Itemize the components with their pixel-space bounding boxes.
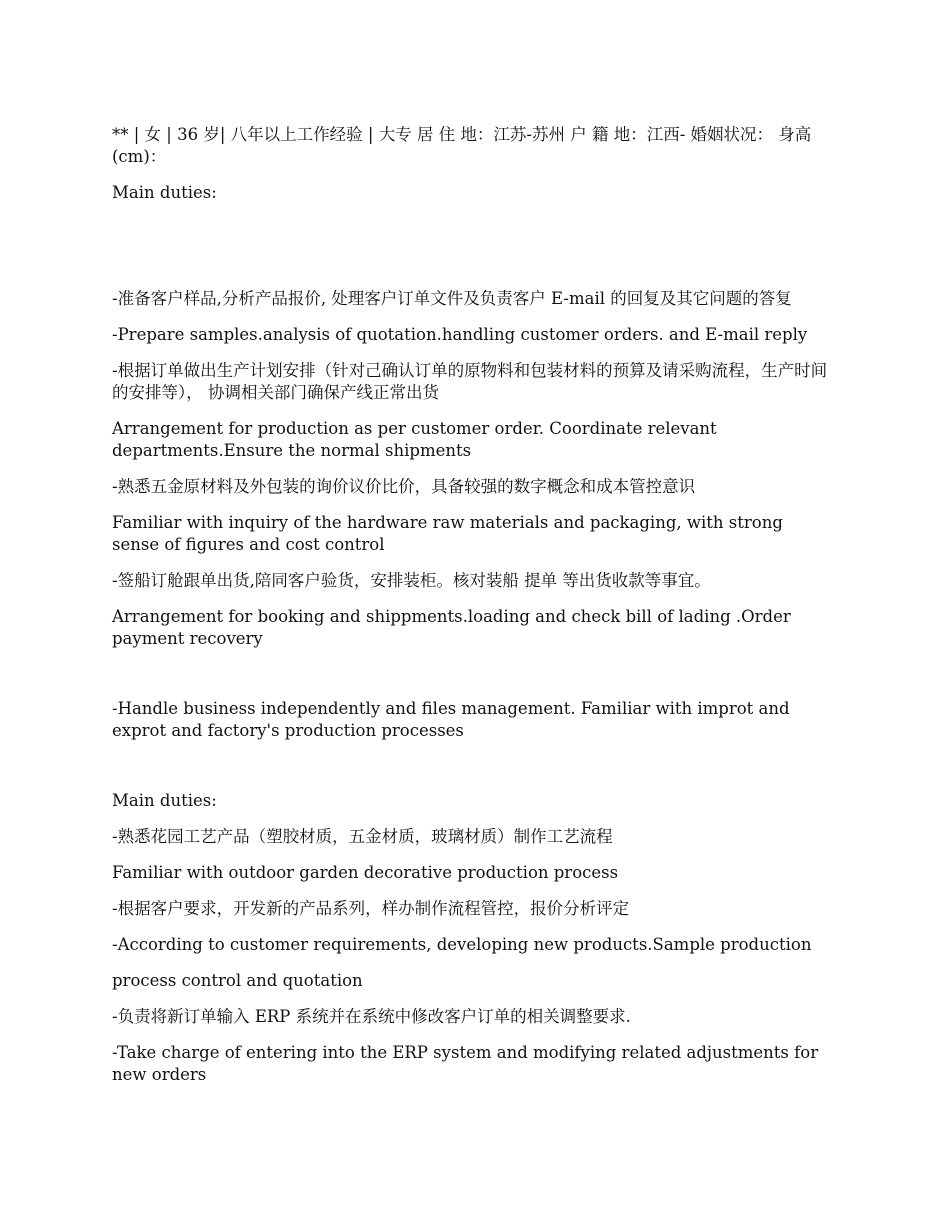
duty-paragraph: Familiar with inquiry of the hardware raw materials and packaging, with strong sense of figures and cost control	[112, 513, 783, 554]
duty-paragraph: -Prepare samples.analysis of quotation.handling customer orders. and E-mail reply	[112, 325, 808, 344]
duty-paragraph: -熟悉五金原材料及外包装的询价议价比价，具备较强的数字概念和成本管控意识	[112, 477, 696, 496]
duty-paragraph: -根据客户要求，开发新的产品系列，样办制作流程管控，报价分析评定	[112, 899, 630, 918]
duty-paragraph: -负责将新订单输入 ERP 系统并在系统中修改客户订单的相关调整要求.	[112, 1007, 631, 1026]
duty-paragraph: -熟悉花园工艺产品（塑胶材质，五金材质，玻璃材质）制作工艺流程	[112, 827, 613, 846]
resume-content	[112, 124, 834, 1100]
section1-heading: Main duties:	[112, 183, 217, 202]
duty-paragraph: Arrangement for production as per customer order. Coordinate relevant departments.Ensure the normal shipments	[112, 419, 717, 460]
duty-paragraph: -Take charge of entering into the ERP system and modifying related adjustments for new orders	[112, 1043, 819, 1084]
duty-paragraph: -根据订单做出生产计划安排（针对己确认订单的原物料和包装材料的预算及请采购流程，生产时间的安排等）， 协调相关部门确保产线正常出货	[112, 361, 828, 402]
personal-info-line: ** | 女 | 36 岁| 八年以上工作经验 | 大专 居 住 地：江苏-苏州 户 籍 地：江西- 婚姻状况： 身高(cm)：	[112, 125, 812, 166]
section2-heading: Main duties:	[112, 791, 217, 810]
duty-paragraph: -According to customer requirements, developing new products.Sample production	[112, 935, 812, 954]
duty-paragraph: -准备客户样品,分析产品报价, 处理客户订单文件及负责客户 E-mail 的回复及其它问题的答复	[112, 289, 792, 308]
duty-paragraph: -签船订舱跟单出货,陪同客户验货，安排装柜。核对装船 提单 等出货收款等事宜。	[112, 571, 711, 590]
duty-paragraph: -Handle business independently and files management. Familiar with improt and exprot and factory's production processes	[112, 699, 790, 740]
duty-paragraph: Familiar with outdoor garden decorative production process	[112, 863, 619, 882]
duty-paragraph: Arrangement for booking and shippments.loading and check bill of lading .Order payment recovery	[112, 607, 791, 648]
duty-paragraph: process control and quotation	[112, 971, 363, 990]
